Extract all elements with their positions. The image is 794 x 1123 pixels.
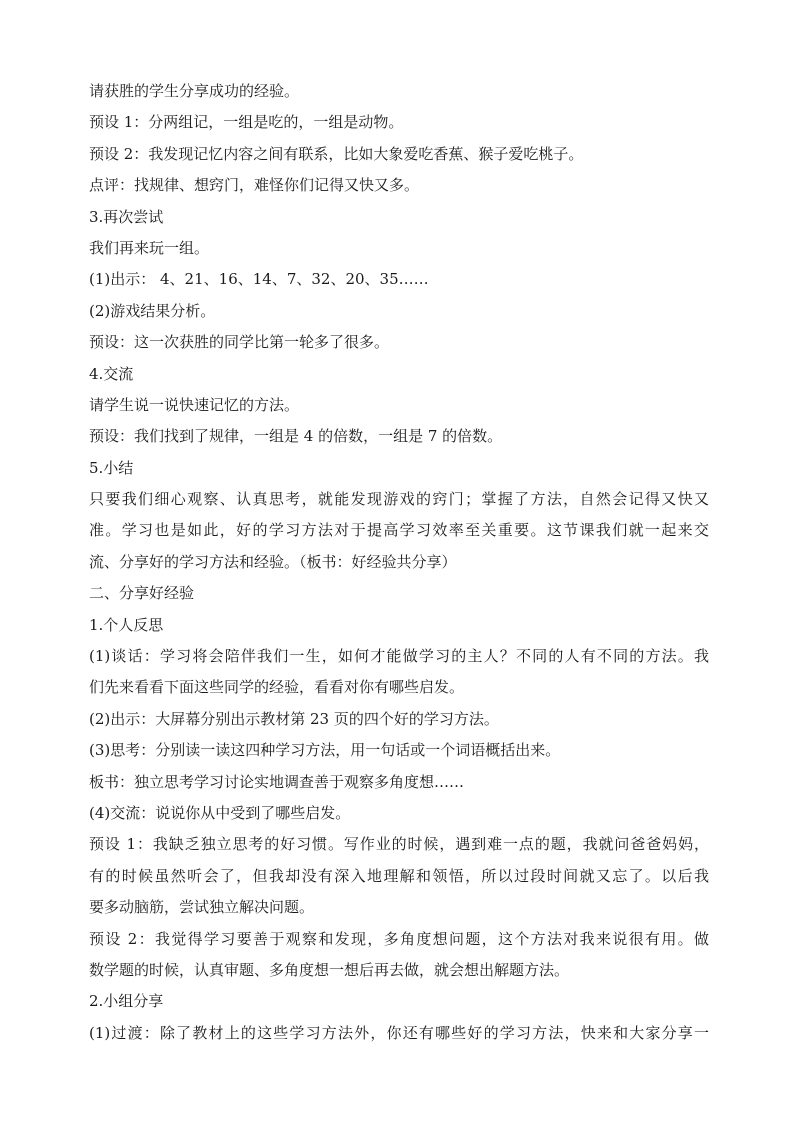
paragraph-line: 预设 2：我觉得学习要善于观察和发现，多角度想问题，这个方法对我来说很有用。做 [89,929,709,948]
paragraph-line: 们先来看看下面这些同学的经验，看看对你有哪些启发。 [89,678,465,697]
paragraph-line: 预设 2：我发现记忆内容之间有联系，比如大象爱吃香蕉、猴子爱吃桃子。 [89,144,584,163]
paragraph-line: 板书：独立思考学习讨论实地调查善于观察多角度想…… [89,772,465,791]
paragraph-line: 请学生说一说快速记忆的方法。 [89,395,300,414]
paragraph-line: 准。学习也是如此，好的学习方法对于提高学习效率至关重要。这节课我们就一起来交 [89,521,709,540]
section-heading: 4.交流 [89,364,134,383]
paragraph-line: 预设 1：分两组记，一组是吃的，一组是动物。 [89,113,404,132]
paragraph-line: 只要我们细心观察、认真思考，就能发现游戏的窍门；掌握了方法，自然会记得又快又 [89,490,709,509]
section-heading: 二、分享好经验 [89,584,195,603]
document-body [89,76,709,1049]
paragraph-line: (4)交流：说说你从中受到了哪些启发。 [89,803,351,822]
section-heading: 2.小组分享 [89,992,164,1011]
paragraph-line: 我们再来玩一组。 [89,238,210,257]
paragraph-line: 预设 1：我缺乏独立思考的好习惯。写作业的时候，遇到难一点的题，我就问爸爸妈妈， [89,835,709,854]
paragraph-line: 要多动脑筋，尝试独立解决问题。 [89,898,315,917]
section-heading: 5.小结 [89,458,134,477]
paragraph-line: (1)过渡：除了教材上的这些学习方法外，你还有哪些好的学习方法，快来和大家分享一 [89,1023,709,1042]
paragraph-line: 有的时候虽然听会了，但我却没有深入地理解和领悟，所以过段时间就又忘了。以后我 [89,866,709,885]
paragraph-line: 点评：找规律、想窍门，难怪你们记得又快又多。 [89,176,420,195]
paragraph-line: 预设：我们找到了规律，一组是 4 的倍数，一组是 7 的倍数。 [89,427,503,446]
paragraph-line: (1)出示： 4、21、16、14、7、32、20、35…… [89,270,429,289]
paragraph-line: (1)谈话：学习将会陪伴我们一生，如何才能做学习的主人？不同的人有不同的方法。我 [89,647,709,666]
paragraph-line: 预设：这一次获胜的同学比第一轮多了很多。 [89,333,390,352]
section-heading: 3.再次尝试 [89,207,164,226]
paragraph-line: (3)思考：分别读一读这四种学习方法，用一句话或一个词语概括出来。 [89,741,561,760]
paragraph-line: (2)游戏结果分析。 [89,301,216,320]
paragraph-line: (2)出示：大屏幕分别出示教材第 23 页的四个好的学习方法。 [89,709,499,728]
paragraph-line: 数学题的时候，认真审题、多角度想一想后再去做，就会想出解题方法。 [89,960,570,979]
paragraph-line: 请获胜的学生分享成功的经验。 [89,82,300,100]
section-heading: 1.个人反思 [89,615,164,634]
paragraph-line: 流、分享好的学习方法和经验。（板书：好经验共分享） [89,552,457,571]
